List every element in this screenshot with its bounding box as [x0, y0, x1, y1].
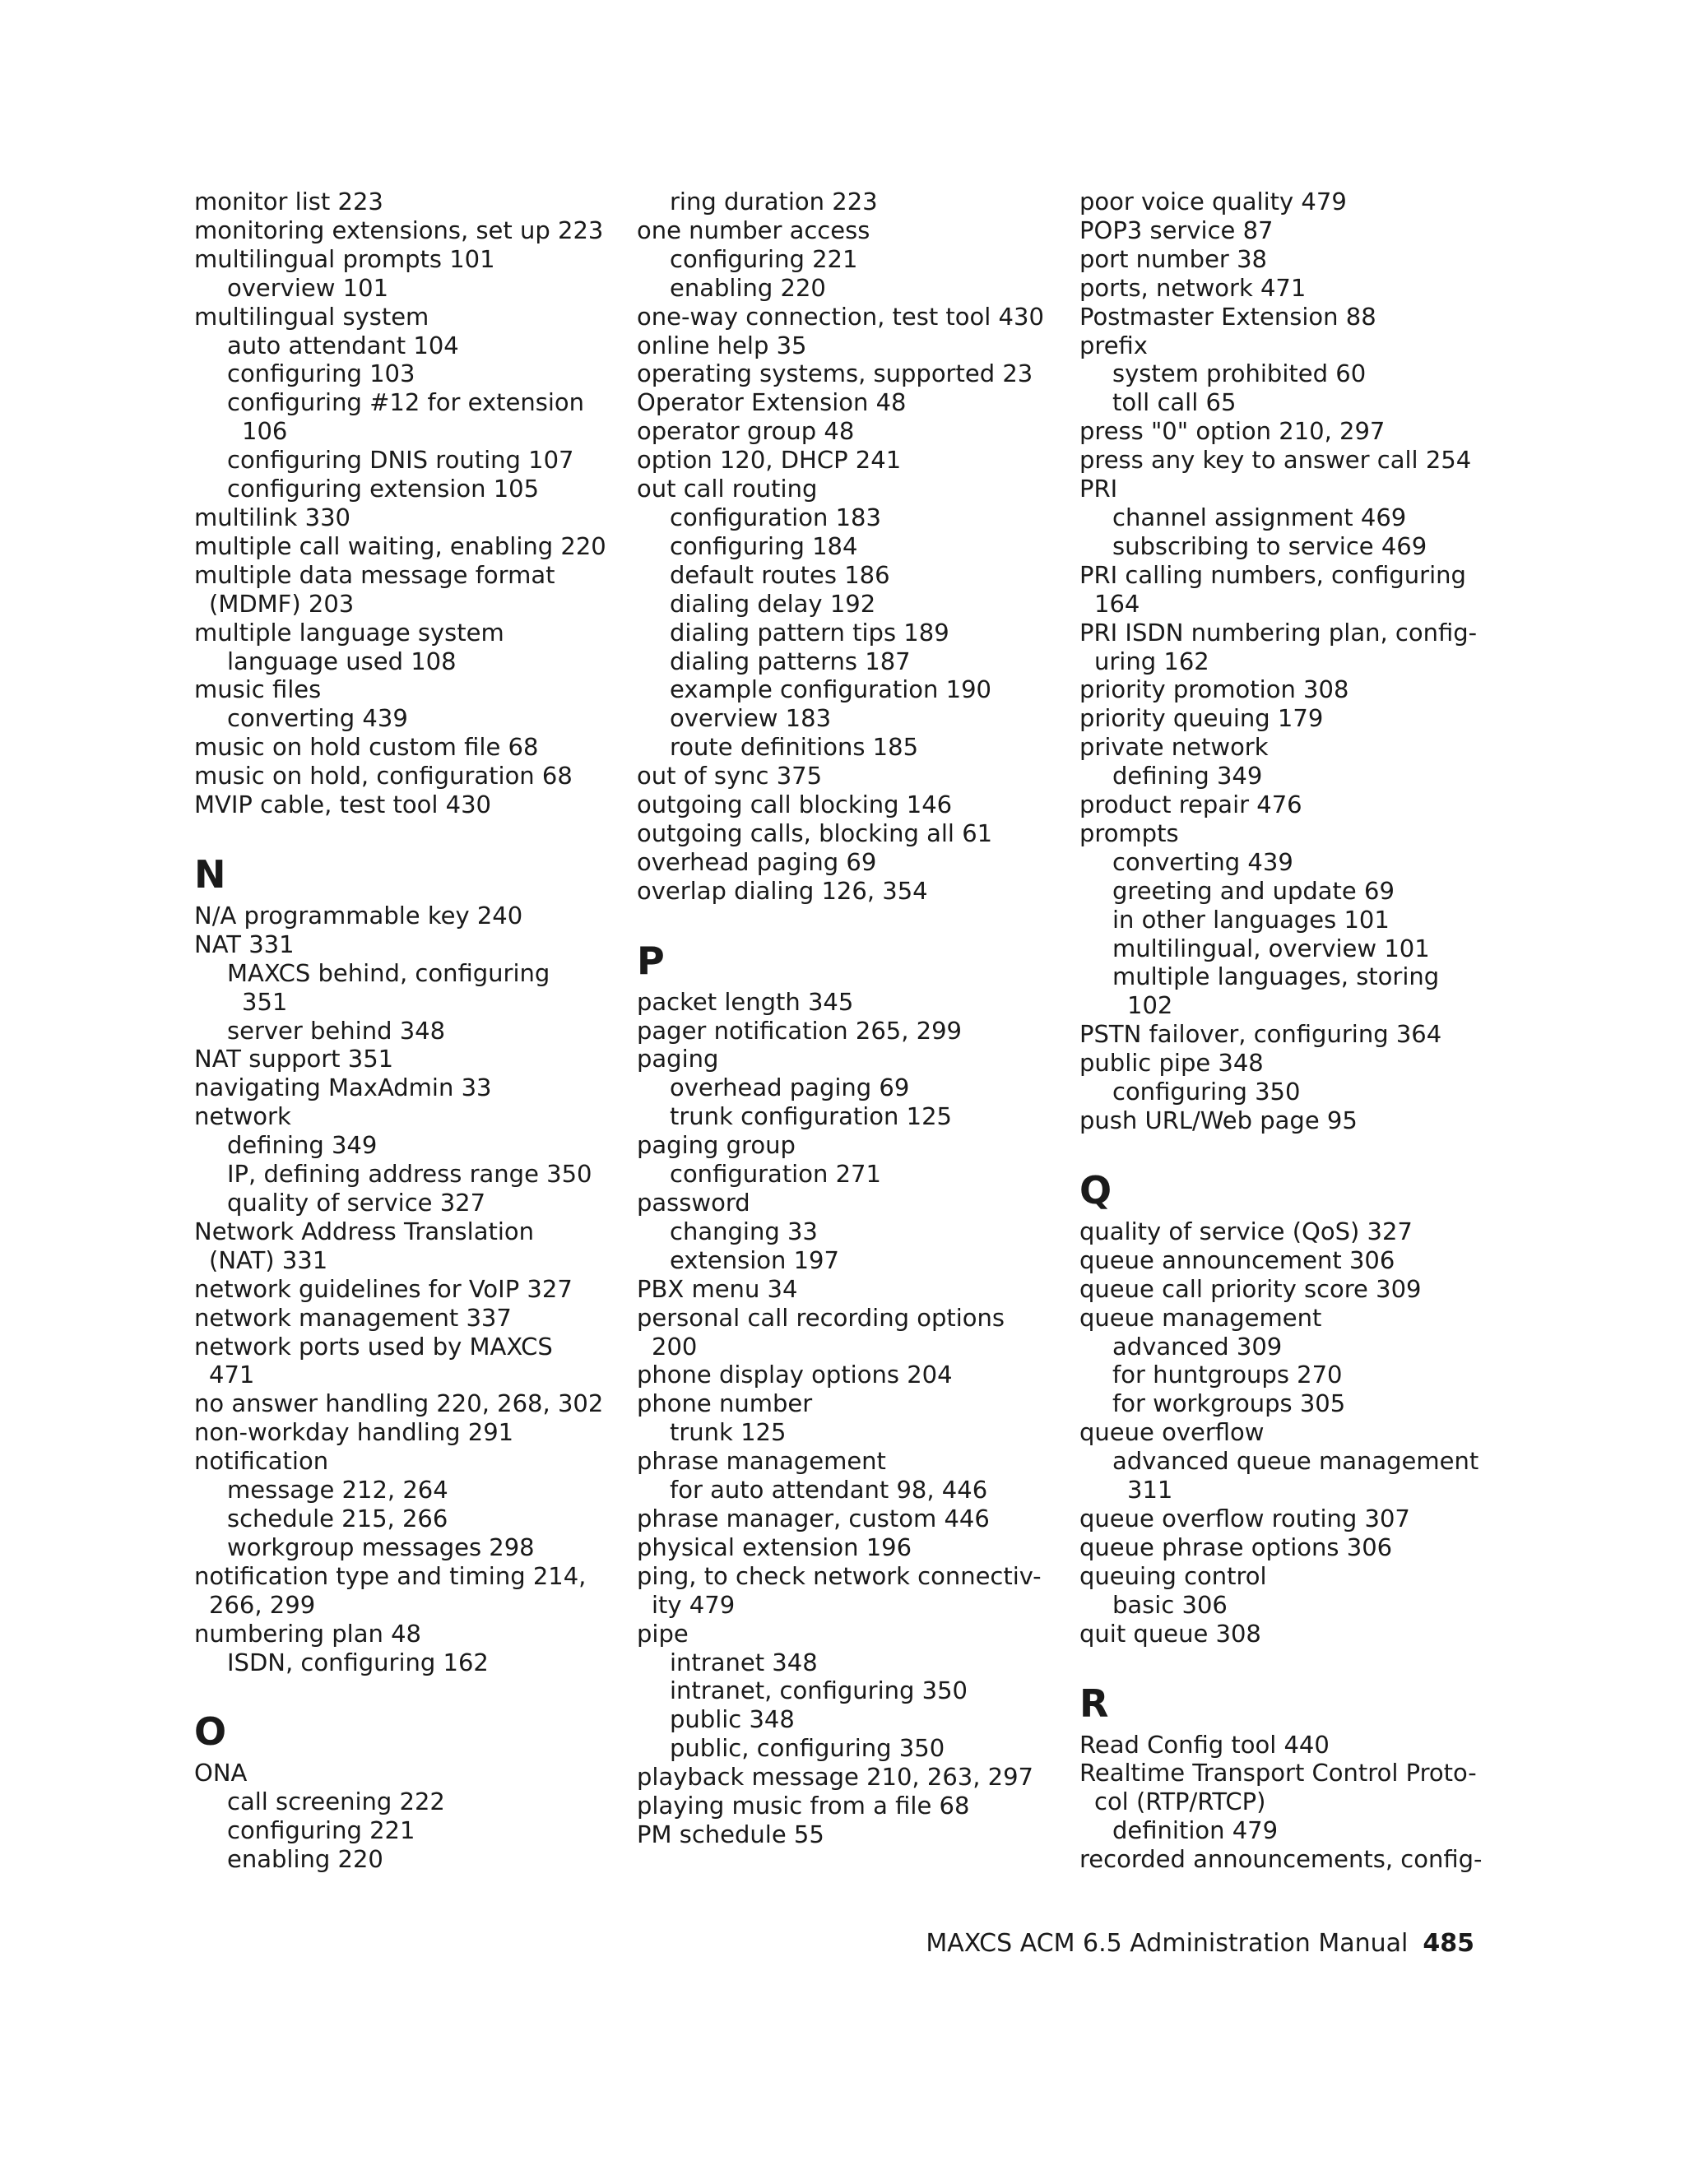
- index-subentry: language used 108: [227, 647, 457, 675]
- index-entry-continuation: ity 479: [652, 1590, 736, 1619]
- index-entry: quit queue 308: [1079, 1619, 1261, 1648]
- index-entry: multiple data message format: [194, 560, 555, 589]
- index-subentry: basic 306: [1112, 1590, 1228, 1619]
- index-entry: poor voice quality 479: [1079, 188, 1347, 216]
- manual-title: MAXCS ACM 6.5 Administration Manual: [926, 1929, 1409, 1958]
- index-entry: Network Address Translation: [194, 1217, 535, 1245]
- index-subentry: multilingual, overview 101: [1112, 934, 1430, 962]
- index-subentry: configuring DNIS routing 107: [227, 446, 574, 475]
- index-entry: outgoing call blocking 146: [637, 791, 953, 819]
- index-entry: network guidelines for VoIP 327: [194, 1274, 573, 1303]
- index-subentry: dialing patterns 187: [670, 647, 911, 675]
- index-column-3: [1079, 188, 1507, 1874]
- index-entry: multiple language system: [194, 618, 504, 647]
- index-entry: network: [194, 1102, 291, 1131]
- index-entry: Read Config tool 440: [1079, 1730, 1330, 1759]
- index-entry: online help 35: [637, 331, 807, 359]
- index-subentry: call screening 222: [227, 1788, 445, 1816]
- index-subentry: configuring 350: [1112, 1078, 1301, 1106]
- index-subentry: workgroup messages 298: [227, 1533, 535, 1561]
- index-subentry: ISDN, configuring 162: [227, 1648, 489, 1676]
- index-subentry: converting 439: [1112, 847, 1293, 876]
- index-entry: network management 337: [194, 1303, 512, 1332]
- index-entry: queuing control: [1079, 1561, 1267, 1590]
- index-subentry: defining 349: [227, 1131, 378, 1160]
- index-column-2: [637, 188, 1065, 1849]
- index-subentry: in other languages 101: [1112, 905, 1390, 934]
- index-entry: paging group: [637, 1131, 796, 1160]
- index-entry: queue management: [1079, 1303, 1322, 1332]
- index-entry: overhead paging 69: [637, 847, 877, 876]
- page-number: 485: [1423, 1929, 1474, 1958]
- index-entry: POP3 service 87: [1079, 216, 1274, 244]
- index-column-1: [194, 188, 622, 1874]
- index-subentry: converting 439: [227, 704, 408, 733]
- index-entry: numbering plan 48: [194, 1619, 421, 1648]
- index-subentry: ring duration 223: [670, 188, 878, 216]
- index-entry: port number 38: [1079, 244, 1267, 273]
- index-entry: ports, network 471: [1079, 273, 1307, 302]
- index-subentry: message 212, 264: [227, 1476, 448, 1505]
- index-entry-continuation: (MDMF) 203: [209, 589, 355, 618]
- index-entry: out call routing: [637, 475, 818, 503]
- index-subentry: configuring 221: [227, 1816, 415, 1845]
- index-subentry: overhead paging 69: [670, 1073, 910, 1102]
- index-subentry: MAXCS behind, configuring: [227, 958, 550, 987]
- index-subentry: overview 183: [670, 704, 832, 733]
- index-entry-continuation: 200: [652, 1332, 698, 1361]
- index-entry: multilingual prompts 101: [194, 244, 495, 273]
- index-entry-continuation: (NAT) 331: [209, 1245, 328, 1274]
- index-subentry: for auto attendant 98, 446: [670, 1476, 988, 1505]
- index-entry: personal call recording options: [637, 1303, 1005, 1332]
- index-subentry: subscribing to service 469: [1112, 531, 1427, 560]
- index-entry: monitor list 223: [194, 188, 383, 216]
- index-entry: PM schedule 55: [637, 1820, 824, 1848]
- section-letter-q: Q: [1079, 1167, 1112, 1213]
- index-entry: playing music from a file 68: [637, 1792, 970, 1820]
- index-entry: queue overflow routing 307: [1079, 1504, 1410, 1533]
- index-subentry: dialing pattern tips 189: [670, 618, 949, 647]
- section-letter-o: O: [194, 1709, 227, 1755]
- index-subentry: multiple languages, storing: [1112, 962, 1440, 991]
- index-subentry: for workgroups 305: [1112, 1389, 1346, 1418]
- index-subentry: enabling 220: [670, 273, 826, 302]
- index-subentry: definition 479: [1112, 1816, 1279, 1845]
- index-entry: operating systems, supported 23: [637, 359, 1033, 388]
- index-subentry: intranet, configuring 350: [670, 1676, 968, 1705]
- index-entry-continuation: 471: [209, 1361, 255, 1389]
- index-entry: Postmaster Extension 88: [1079, 302, 1376, 331]
- index-subentry: public 348: [670, 1705, 795, 1734]
- index-entry-continuation: 266, 299: [209, 1590, 316, 1619]
- index-subentry: toll call 65: [1112, 388, 1237, 417]
- index-subentry: greeting and update 69: [1112, 876, 1395, 905]
- index-entry: ONA: [194, 1759, 248, 1788]
- index-entry: priority queuing 179: [1079, 704, 1324, 733]
- index-entry: private network: [1079, 733, 1269, 762]
- index-entry: PRI ISDN numbering plan, config-: [1079, 618, 1478, 647]
- index-entry: playback message 210, 263, 297: [637, 1763, 1034, 1792]
- index-entry: option 120, DHCP 241: [637, 446, 902, 475]
- index-entry: no answer handling 220, 268, 302: [194, 1389, 604, 1418]
- index-entry: outgoing calls, blocking all 61: [637, 818, 993, 847]
- index-entry: prompts: [1079, 818, 1179, 847]
- index-subentry: trunk 125: [670, 1418, 787, 1447]
- index-subentry: schedule 215, 266: [227, 1504, 448, 1533]
- index-subentry: auto attendant 104: [227, 331, 459, 359]
- page-footer: [926, 1929, 1474, 1959]
- index-entry-continuation: 164: [1094, 589, 1140, 618]
- index-entry: packet length 345: [637, 987, 854, 1016]
- index-subentry: configuring 184: [670, 531, 858, 560]
- index-entry: multilink 330: [194, 503, 350, 531]
- index-entry: quality of service (QoS) 327: [1079, 1217, 1413, 1245]
- index-entry: overlap dialing 126, 354: [637, 876, 928, 905]
- index-entry: pipe: [637, 1619, 689, 1648]
- index-subentry: configuring 103: [227, 359, 415, 388]
- index-entry: NAT 331: [194, 930, 295, 958]
- index-subentry: configuring #12 for extension: [227, 388, 584, 417]
- index-entry: queue overflow: [1079, 1418, 1265, 1447]
- index-entry: multiple call waiting, enabling 220: [194, 531, 606, 560]
- index-entry: PBX menu 34: [637, 1274, 798, 1303]
- index-entry: MVIP cable, test tool 430: [194, 791, 491, 819]
- index-subentry: channel assignment 469: [1112, 503, 1407, 531]
- index-entry: music on hold custom file 68: [194, 733, 539, 762]
- index-subentry: dialing delay 192: [670, 589, 876, 618]
- index-subentry: defining 349: [1112, 762, 1263, 791]
- index-entry-continuation: uring 162: [1094, 647, 1209, 675]
- index-entry: Operator Extension 48: [637, 388, 907, 417]
- index-subentry: trunk configuration 125: [670, 1102, 953, 1131]
- index-entry: non-workday handling 291: [194, 1418, 514, 1447]
- section-letter-n: N: [194, 851, 226, 897]
- index-entry: press any key to answer call 254: [1079, 446, 1472, 475]
- index-entry: navigating MaxAdmin 33: [194, 1073, 492, 1102]
- index-subentry: enabling 220: [227, 1845, 383, 1874]
- index-subentry-continuation: 106: [242, 417, 288, 446]
- index-entry: physical extension 196: [637, 1533, 912, 1561]
- index-entry: public pipe 348: [1079, 1049, 1264, 1078]
- index-subentry: overview 101: [227, 273, 389, 302]
- index-entry: priority promotion 308: [1079, 675, 1349, 704]
- index-subentry: intranet 348: [670, 1648, 818, 1676]
- index-subentry: configuring 221: [670, 244, 858, 273]
- index-subentry: system prohibited 60: [1112, 359, 1367, 388]
- index-entry: music files: [194, 675, 322, 704]
- index-entry: press "0" option 210, 297: [1079, 417, 1386, 446]
- index-entry: phrase management: [637, 1447, 886, 1476]
- index-entry: operator group 48: [637, 417, 855, 446]
- index-entry: Realtime Transport Control Proto-: [1079, 1759, 1477, 1788]
- index-subentry: example configuration 190: [670, 675, 991, 704]
- index-entry: recorded announcements, config-: [1079, 1845, 1483, 1874]
- index-subentry: configuration 183: [670, 503, 881, 531]
- index-subentry: route definitions 185: [670, 733, 919, 762]
- index-subentry: public, configuring 350: [670, 1734, 945, 1763]
- index-entry: phone number: [637, 1389, 813, 1418]
- index-entry: prefix: [1079, 331, 1148, 359]
- index-subentry: configuring extension 105: [227, 475, 540, 503]
- index-entry: N/A programmable key 240: [194, 901, 523, 930]
- index-entry: product repair 476: [1079, 791, 1302, 819]
- index-entry: PRI: [1079, 475, 1118, 503]
- index-entry: music on hold, configuration 68: [194, 762, 573, 791]
- index-subentry: advanced 309: [1112, 1332, 1283, 1361]
- index-entry: PSTN failover, configuring 364: [1079, 1020, 1442, 1049]
- index-subentry: extension 197: [670, 1245, 839, 1274]
- index-entry: pager notification 265, 299: [637, 1016, 963, 1045]
- index-entry: paging: [637, 1045, 719, 1073]
- section-letter-r: R: [1079, 1681, 1109, 1726]
- index-entry: push URL/Web page 95: [1079, 1106, 1358, 1134]
- index-subentry: default routes 186: [670, 560, 890, 589]
- index-entry: phone display options 204: [637, 1361, 953, 1389]
- index-entry: multilingual system: [194, 302, 429, 331]
- index-entry: queue announcement 306: [1079, 1245, 1395, 1274]
- index-entry: notification: [194, 1447, 329, 1476]
- index-entry: network ports used by MAXCS: [194, 1332, 553, 1361]
- index-entry: queue call priority score 309: [1079, 1274, 1422, 1303]
- index-subentry: for huntgroups 270: [1112, 1361, 1343, 1389]
- index-entry: ping, to check network connectiv-: [637, 1561, 1042, 1590]
- index-subentry-continuation: 102: [1127, 991, 1173, 1020]
- index-entry: password: [637, 1189, 750, 1217]
- index-subentry-continuation: 351: [242, 987, 288, 1016]
- index-entry: out of sync 375: [637, 762, 823, 791]
- index-subentry: server behind 348: [227, 1016, 446, 1045]
- index-entry: NAT support 351: [194, 1045, 394, 1073]
- index-subentry: quality of service 327: [227, 1189, 486, 1217]
- index-entry: PRI calling numbers, configuring: [1079, 560, 1466, 589]
- index-entry: one number access: [637, 216, 870, 244]
- index-subentry: IP, defining address range 350: [227, 1160, 592, 1189]
- index-entry-continuation: col (RTP/RTCP): [1094, 1788, 1266, 1816]
- index-entry: queue phrase options 306: [1079, 1533, 1393, 1561]
- index-entry: phrase manager, custom 446: [637, 1504, 990, 1533]
- index-subentry-continuation: 311: [1127, 1476, 1173, 1505]
- index-entry: notification type and timing 214,: [194, 1561, 587, 1590]
- index-entry: one-way connection, test tool 430: [637, 302, 1044, 331]
- index-entry: monitoring extensions, set up 223: [194, 216, 604, 244]
- index-subentry: changing 33: [670, 1217, 818, 1245]
- index-subentry: advanced queue management: [1112, 1447, 1479, 1476]
- index-subentry: configuration 271: [670, 1160, 881, 1189]
- section-letter-p: P: [637, 938, 665, 983]
